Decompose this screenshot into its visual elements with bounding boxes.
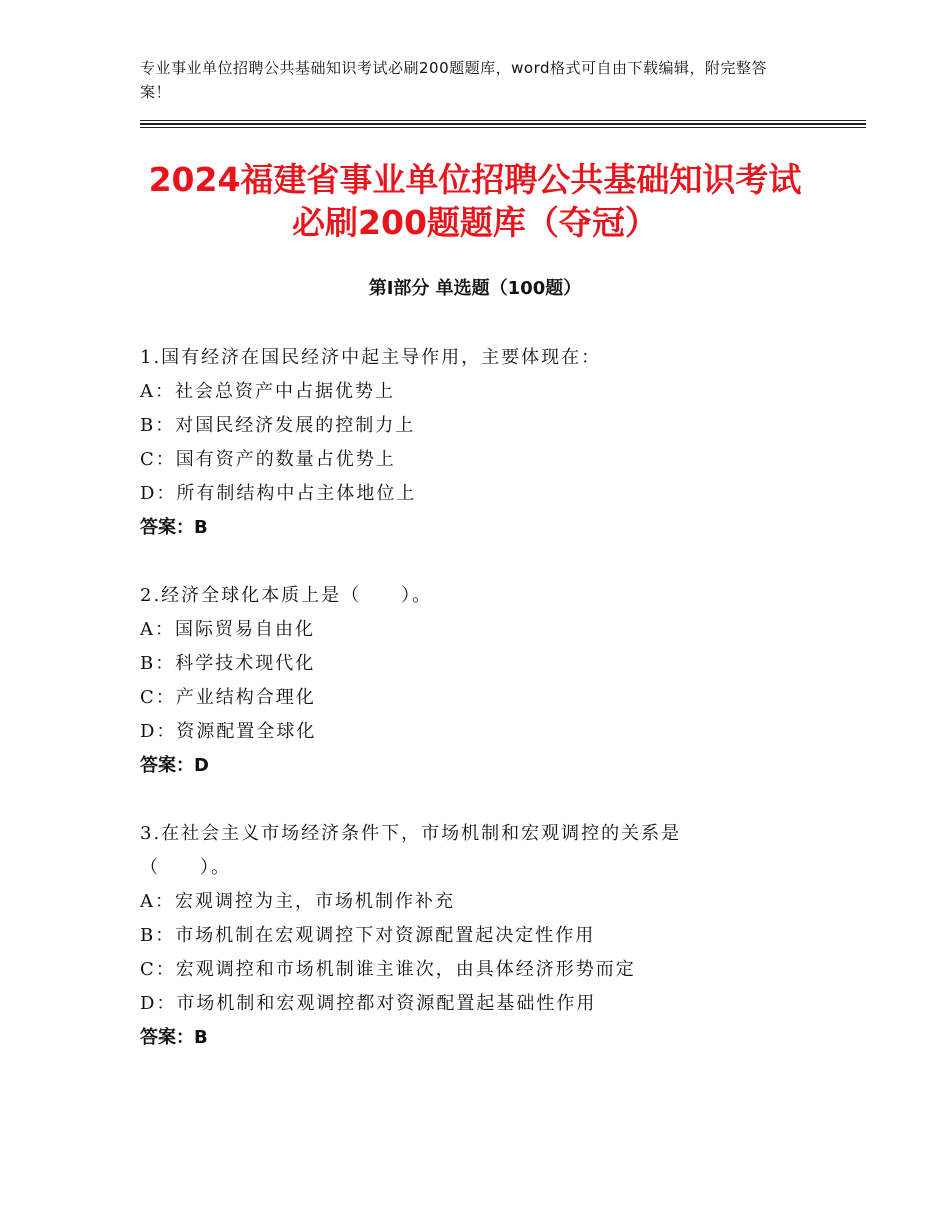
header-note: 专业事业单位招聘公共基础知识考试必刷200题题库，word格式可自由下载编辑，附完整答案！ — [140, 59, 768, 101]
option-a: A：宏观调控为主，市场机制作补充 — [140, 891, 455, 912]
option-c: C：产业结构合理化 — [140, 687, 316, 708]
answer: 答案：B — [140, 1027, 208, 1048]
answer: 答案：B — [140, 517, 208, 538]
question-1 — [140, 341, 870, 545]
option-b: B：科学技术现代化 — [140, 653, 316, 674]
option-d: D：市场机制和宏观调控都对资源配置起基础性作用 — [140, 993, 597, 1014]
question-stem-continued: （ ）。 — [140, 857, 231, 878]
option-b: B：对国民经济发展的控制力上 — [140, 415, 416, 436]
header-rule-top — [140, 120, 866, 121]
option-d: D：所有制结构中占主体地位上 — [140, 483, 417, 504]
option-c: C：宏观调控和市场机制谁主谁次，由具体经济形势而定 — [140, 959, 636, 980]
option-c: C：国有资产的数量占优势上 — [140, 449, 396, 470]
question-stem: 1.国有经济在国民经济中起主导作用，主要体现在： — [140, 347, 602, 368]
section-title: 第Ⅰ部分 单选题（100题） — [368, 278, 582, 299]
header-rule-middle — [140, 123, 866, 125]
document-title-line1: 2024福建省事业单位招聘公共基础知识考试 — [148, 160, 802, 199]
answer: 答案：D — [140, 755, 209, 776]
question-list — [140, 341, 870, 1089]
option-b: B：市场机制在宏观调控下对资源配置起决定性作用 — [140, 925, 596, 946]
document-title — [90, 158, 860, 244]
document-title-line2: 必刷200题题库（夺冠） — [292, 203, 658, 242]
option-a: A：国际贸易自由化 — [140, 619, 315, 640]
header-rule-bottom — [140, 127, 866, 128]
question-stem: 3.在社会主义市场经济条件下，市场机制和宏观调控的关系是 — [140, 823, 682, 844]
question-stem: 2.经济全球化本质上是（ ）。 — [140, 585, 433, 606]
question-2 — [140, 579, 870, 783]
option-a: A：社会总资产中占据优势上 — [140, 381, 395, 402]
option-d: D：资源配置全球化 — [140, 721, 317, 742]
question-3 — [140, 817, 870, 1055]
